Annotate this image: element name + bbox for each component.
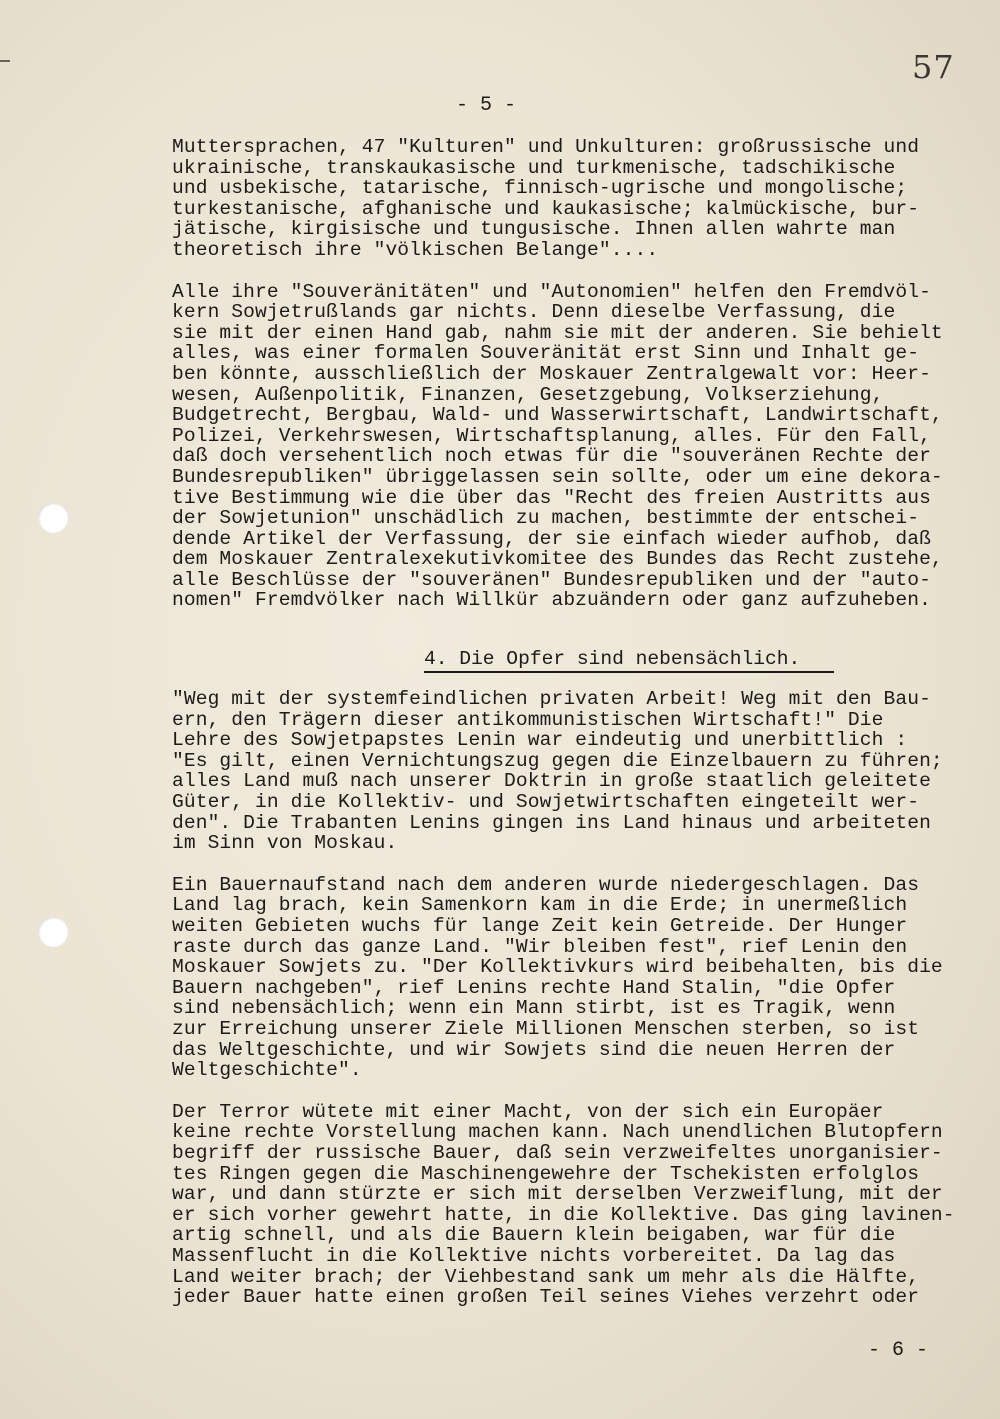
paragraph-5: Der Terror wütete mit einer Macht, von der sich ein Europäer keine rechte Vorstellung machen kann. Nach unendlichen Blutopfern begriff der russische Bauer, daß sein verzweifeltes unorganisier- tes Ringen gegen die Maschinengewehre der Tschekisten erfolglos war, und dann stürzte er sich mit derselben Verzweiflung, mit der er sich vorher gewehrt hatte, in die Kollektive. Das ging lavinen- artig schnell, und als die Bauern klein beigaben, war für die Massenflucht in die Kollektive nichts vorbereitet. Da lag das Land weiter brach; der Viehbestand sank um mehr als die Hälfte, jeder Bauer hatte einen großen Teil seines Viehes verzehrt oder — [172, 1100, 955, 1309]
paragraph-3: "Weg mit der systemfeindlichen privaten Arbeit! Weg mit den Bau- ern, den Trägern dieser antikommunistischen Wirtschaft!" Die Lehre des Sowjetpapstes Lenin war eindeutig und unerbittlich : "Es gilt, einen Vernichtungszug gegen die Einzelbauern zu führen; alles Land muß nach unserer Doktrin in große staatlich geleitete Güter, in die Kollektiv- und Sowjetwirtschaften eingeteilt wer- den". Die Trabanten Lenins gingen ins Land hinaus und arbeiteten im Sinn von Moskau. — [172, 688, 943, 855]
fold-mark — [0, 60, 10, 62]
handwritten-folio-number: 57 — [912, 48, 955, 86]
paragraph-4: Ein Bauernaufstand nach dem anderen wurde niedergeschlagen. Das Land lag brach, kein Samenkorn kam in die Erde; in unermeßlich weiten Gebieten wuchs für lange Zeit kein Getreide. Der Hunger raste durch das ganze Land. "Wir bleiben fest", rief Lenin den Moskauer Sowjets zu. "Der Kollektivkurs wird beibehalten, bis die Bauern nachgeben", rief Lenins rechte Hand Stalin, "die Opfer sind nebensächlich; wenn ein Mann stirbt, ist es Tragik, wenn zur Erreichung unserer Ziele Millionen Menschen sterben, so ist das Weltgeschichte, und wir Sowjets sind die neuen Herren der Weltgeschichte". — [172, 873, 943, 1082]
punch-hole-top — [38, 503, 68, 533]
paragraph-2: Alle ihre "Souveränitäten" und "Autonomien" helfen den Fremdvöl- kern Sowjetrußlands gar nichts. Denn dieselbe Verfassung, die sie mit der einen Hand gab, nahm sie mit der anderen. Sie behielt alles, was einer formalen Souveränität erst Sinn und Inhalt ge- ben könnte, ausschließlich der Moskauer Zentralgewalt vor: Heer- wesen, Außenpolitik, Finanzen, Gesetzgebung, Volkserziehung, Budgetrecht, Bergbau, Wald- und Wasserwirtschaft, Landwirtschaft, Polizei, Verkehrswesen, Wirtschaftsplanung, alles. Für den Fall, daß doch versehentlich noch etwas für die "souveränen Rechte der Bundesrepubliken" übriggelassen sein sollte, oder um eine dekora- tive Bestimmung wie die über das "Recht des freien Austritts aus der Sowjetunion" unschädlich zu machen, bestimmte der entschei- dende Artikel der Verfassung, der sie einfach wieder aufhob, daß dem Moskauer Zentralexekutivkomitee des Bundes das Recht zustehe, alle Beschlüsse der "souveränen" Bundesrepubliken und der "auto- nomen" Fremdvölker nach Willkür abzuändern oder ganz aufzuheben. — [172, 280, 943, 612]
paragraph-1: Muttersprachen, 47 "Kulturen" und Unkulturen: großrussische und ukrainische, transkaukasische und turkmenische, tadschikische und usbekische, tatarische, finnisch-ugrische und mongolische; turkestanische, afghanische und kaukasische; kalmückische, bur- jätische, kirgisische und tungusische. Ihnen allen wahrte man theoretisch ihre "völkischen Belange".... — [172, 136, 920, 261]
next-page-marker: - 6 - — [868, 1339, 929, 1362]
punch-hole-bottom — [38, 917, 68, 947]
body-text — [172, 137, 982, 1308]
section-heading: 4. Die Opfer sind nebensächlich. — [424, 647, 834, 673]
page-number: - 5 - — [456, 94, 517, 117]
